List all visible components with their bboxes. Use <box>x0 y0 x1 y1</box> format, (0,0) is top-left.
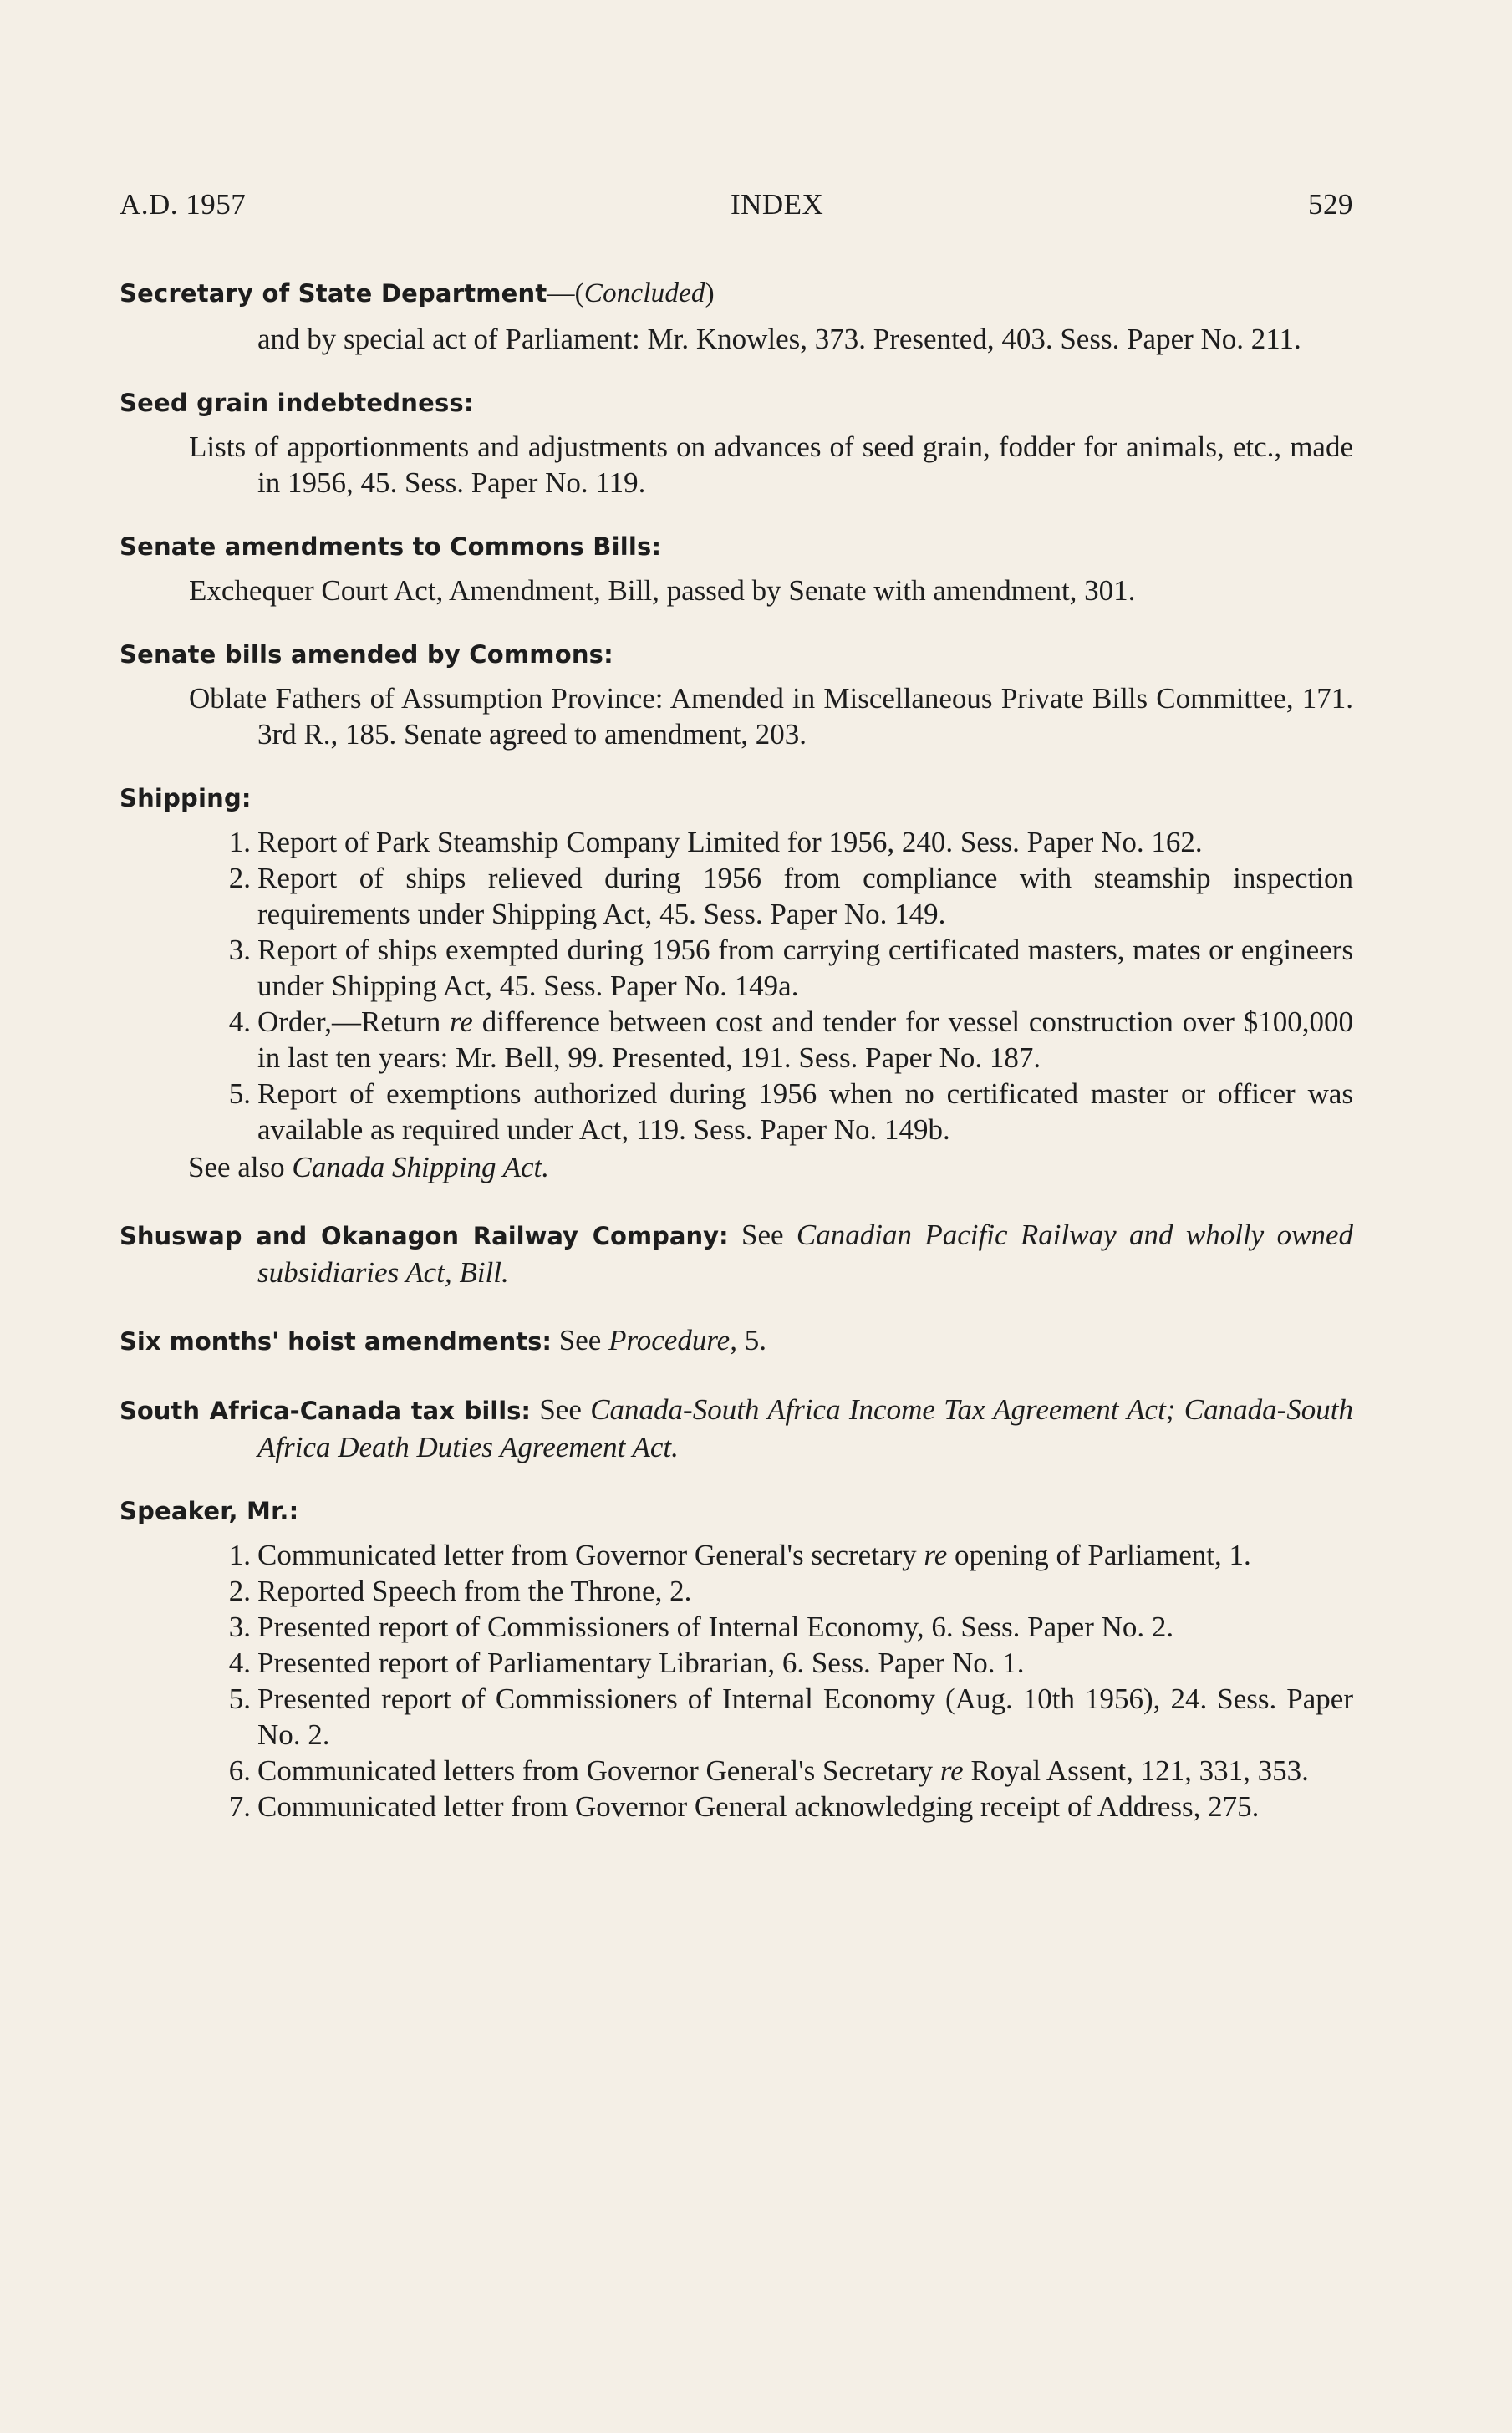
list-item: 6. Communicated letters from Governor General's Secretary re Royal Assent, 121, 331, 353. <box>228 1754 1309 1787</box>
entry-south-africa: South Africa-Canada tax bills: See Canada-South Africa Income Tax Agreement Act; Canada-South Africa Death Duties Agreement Act. <box>120 1393 1353 1463</box>
entry-senate-bills <box>120 640 1353 752</box>
entry-shuswap: Shuswap and Okanagon Railway Company: See Canadian Pacific Railway and wholly owned subsidiaries Act, Bill. <box>120 1219 1353 1289</box>
entry-heading: Secretary of State Department—(Concluded) <box>120 278 715 308</box>
entry-heading: Senate bills amended by Commons: <box>120 640 613 669</box>
list-item: 1. Communicated letter from Governor General's secretary re opening of Parliament, 1. <box>228 1539 1251 1571</box>
list-item: 4. Presented report of Parliamentary Librarian, 6. Sess. Paper No. 1. <box>228 1647 1025 1679</box>
header-title: INDEX <box>730 188 824 221</box>
entry-text: Exchequer Court Act, Amendment, Bill, passed by Senate with amendment, 301. <box>189 574 1136 607</box>
header-page-number: 529 <box>1308 188 1353 221</box>
entry-heading: Six months' hoist amendments: <box>120 1327 552 1356</box>
entry-six-months: Six months' hoist amendments: See Procedure, 5. <box>120 1324 766 1356</box>
list-item: 3. Report of ships exempted during 1956 from carrying certificated masters, mates or engineers under Shipping Act, 45. Sess. Paper No. 149a. <box>228 934 1353 1002</box>
entry-text: Lists of apportionments and adjustments on advances of seed grain, fodder for animals, etc., made in 1956, 45. Sess. Paper No. 119. <box>189 430 1353 499</box>
entry-heading: Senate amendments to Commons Bills: <box>120 532 662 561</box>
entry-shipping <box>120 784 1353 1185</box>
header-year: A.D. 1957 <box>120 188 247 221</box>
list-item: 7. Communicated letter from Governor General acknowledging receipt of Address, 275. <box>228 1790 1260 1823</box>
list-item: 5. Report of exemptions authorized during 1956 when no certificated master or officer was available as required under Act, 119. Sess. Paper No. 149b. <box>228 1077 1353 1146</box>
entry-speaker <box>120 1497 1353 1825</box>
entry-senate-amendments <box>120 532 1353 608</box>
list-item: 3. Presented report of Commissioners of Internal Economy, 6. Sess. Paper No. 2. <box>228 1611 1174 1643</box>
list-item: 5. Presented report of Commissioners of Internal Economy (Aug. 10th 1956), 24. Sess. Paper No. 2. <box>228 1682 1353 1751</box>
entry-seed-grain <box>120 389 1353 501</box>
entry-heading: South Africa-Canada tax bills: <box>120 1397 532 1425</box>
entry-heading: Speaker, Mr.: <box>120 1497 299 1525</box>
entry-secretary-of-state <box>120 278 1353 357</box>
entry-heading: Shuswap and Okanagon Railway Company: <box>120 1222 729 1250</box>
entry-heading: Shipping: <box>120 784 252 812</box>
page-header <box>120 188 1353 221</box>
entry-text: and by special act of Parliament: Mr. Knowles, 373. Presented, 403. Sess. Paper No. 211. <box>257 323 1301 355</box>
list-item: 4. Order,—Return re difference between cost and tender for vessel construction over $100,000 in last ten years: Mr. Bell, 99. Presented, 191. Sess. Paper No. 187. <box>228 1005 1353 1074</box>
see-also-reference: See also Canada Shipping Act. <box>188 1151 549 1183</box>
list-item: 1. Report of Park Steamship Company Limited for 1956, 240. Sess. Paper No. 162. <box>228 826 1203 858</box>
list-item: 2. Report of ships relieved during 1956 from compliance with steamship inspection requirements under Shipping Act, 45. Sess. Paper No. 149. <box>228 862 1353 930</box>
entry-text: Oblate Fathers of Assumption Province: Amended in Miscellaneous Private Bills Committee, 171. 3rd R., 185. Senate agreed to amendment, 203. <box>189 682 1353 751</box>
entry-heading: Seed grain indebtedness: <box>120 389 474 417</box>
list-item: 2. Reported Speech from the Throne, 2. <box>228 1575 692 1607</box>
